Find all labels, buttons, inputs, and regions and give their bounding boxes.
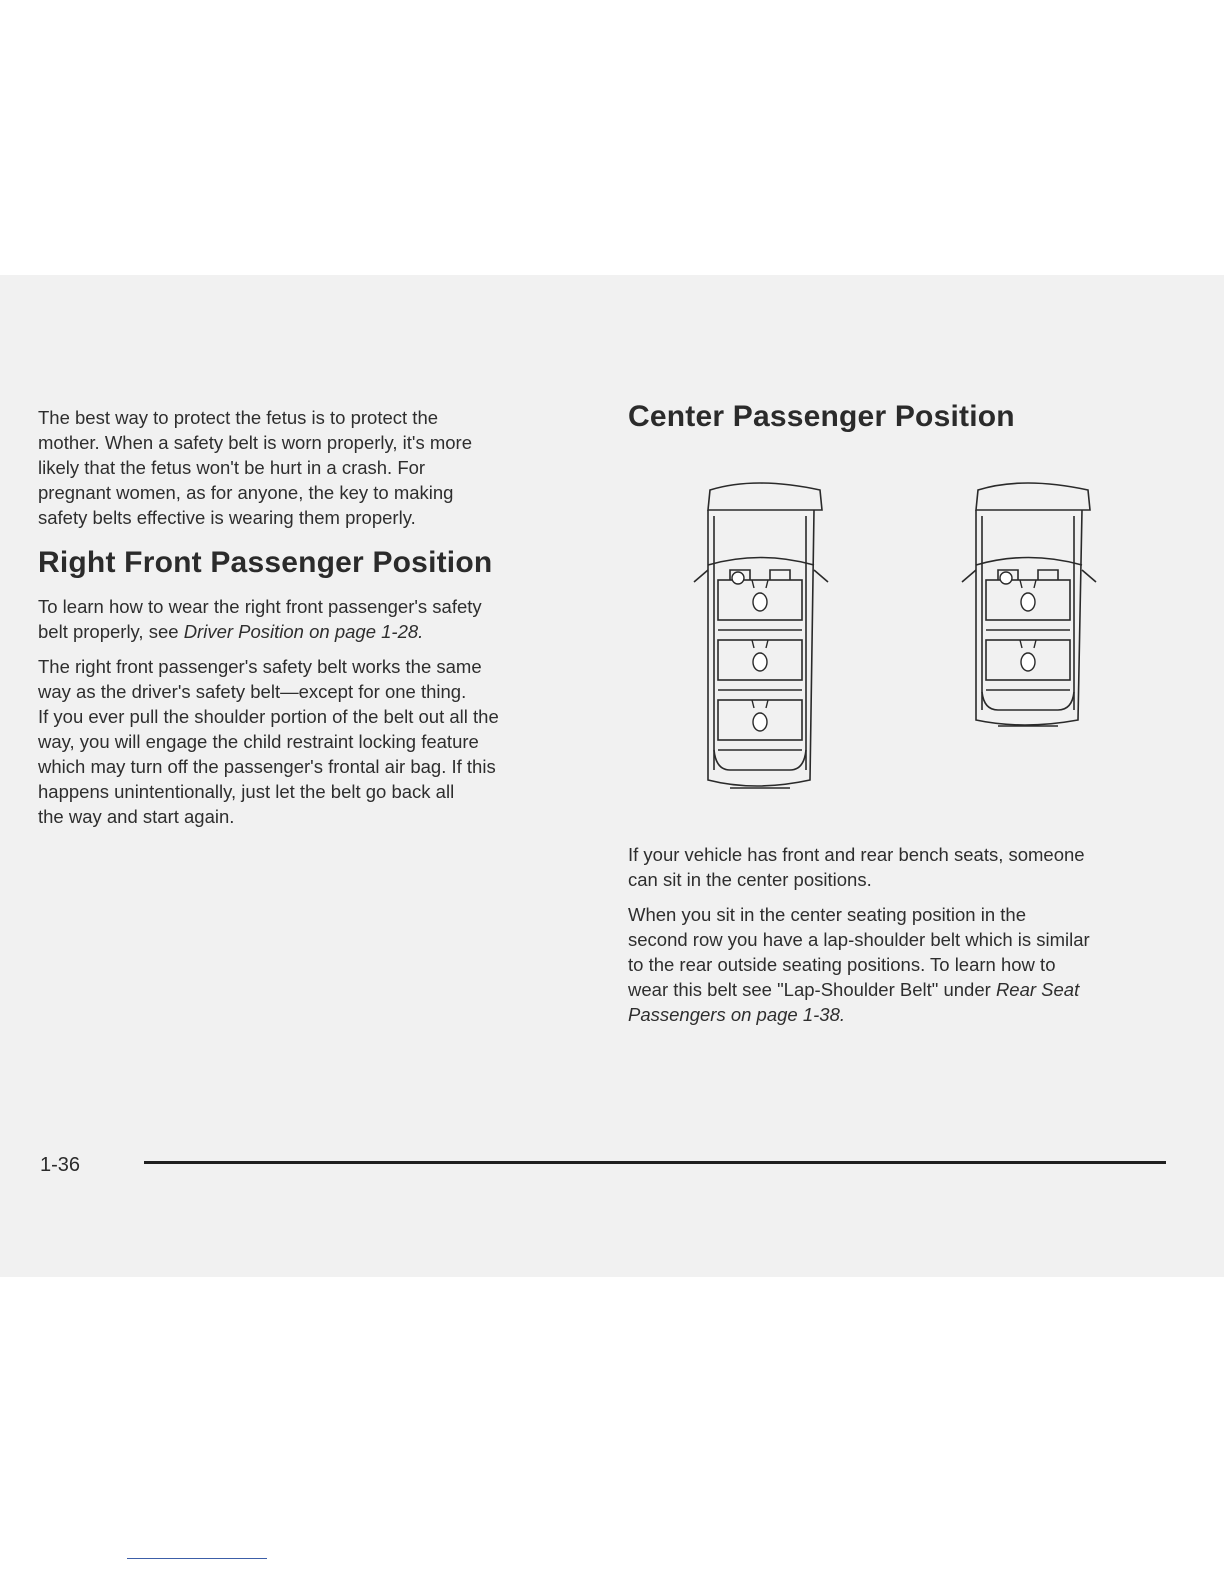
heading-center-passenger: Center Passenger Position xyxy=(628,400,1015,433)
driver-position-link[interactable]: Driver Position on page 1-28. xyxy=(183,621,424,642)
rear-seat-passengers-link[interactable]: Rear Seat Passengers on page 1-38. xyxy=(628,979,1080,1025)
center-text: When you sit in the center seating position in the second row you have a lap-shoulder belt which is similar to the rear outside seating positions. To learn how to wear this belt see "Lap-Shoulder Belt" under xyxy=(628,904,1090,1000)
bottom-link-underline xyxy=(127,1558,267,1559)
three-row-vehicle-illustration xyxy=(690,470,840,800)
learn-paragraph xyxy=(38,594,598,644)
learn-text: To learn how to wear the right front passenger's safety belt properly, see xyxy=(38,596,482,642)
page-number: 1-36 xyxy=(40,1154,81,1176)
left-column xyxy=(38,405,598,839)
right-column-heading xyxy=(628,400,1188,434)
two-row-vehicle-illustration xyxy=(958,470,1108,750)
belt-paragraph: The right front passenger's safety belt works the same way as the driver's safety belt—except for one thing. If you ever pull the shoulder portion of the belt out all the way, you will engage the child restraint locking feature which may turn off the passenger's frontal air bag. If this happens unintentionally, just let the belt go back all the way and start again. xyxy=(38,656,499,827)
bench-paragraph: If your vehicle has front and rear bench seats, someone can sit in the center positions. xyxy=(628,844,1085,890)
center-seat-paragraph xyxy=(628,902,1188,1027)
vehicle-seating-diagram xyxy=(690,470,1110,810)
right-column-text xyxy=(628,842,1188,1037)
footer-rule xyxy=(144,1161,1166,1164)
intro-paragraph: The best way to protect the fetus is to protect the mother. When a safety belt is worn properly, it's more likely that the fetus won't be hurt in a crash. For pregnant women, as for anyone, the key to making safety belts effective is wearing them properly. xyxy=(38,407,473,528)
heading-right-front-passenger: Right Front Passenger Position xyxy=(38,546,493,579)
